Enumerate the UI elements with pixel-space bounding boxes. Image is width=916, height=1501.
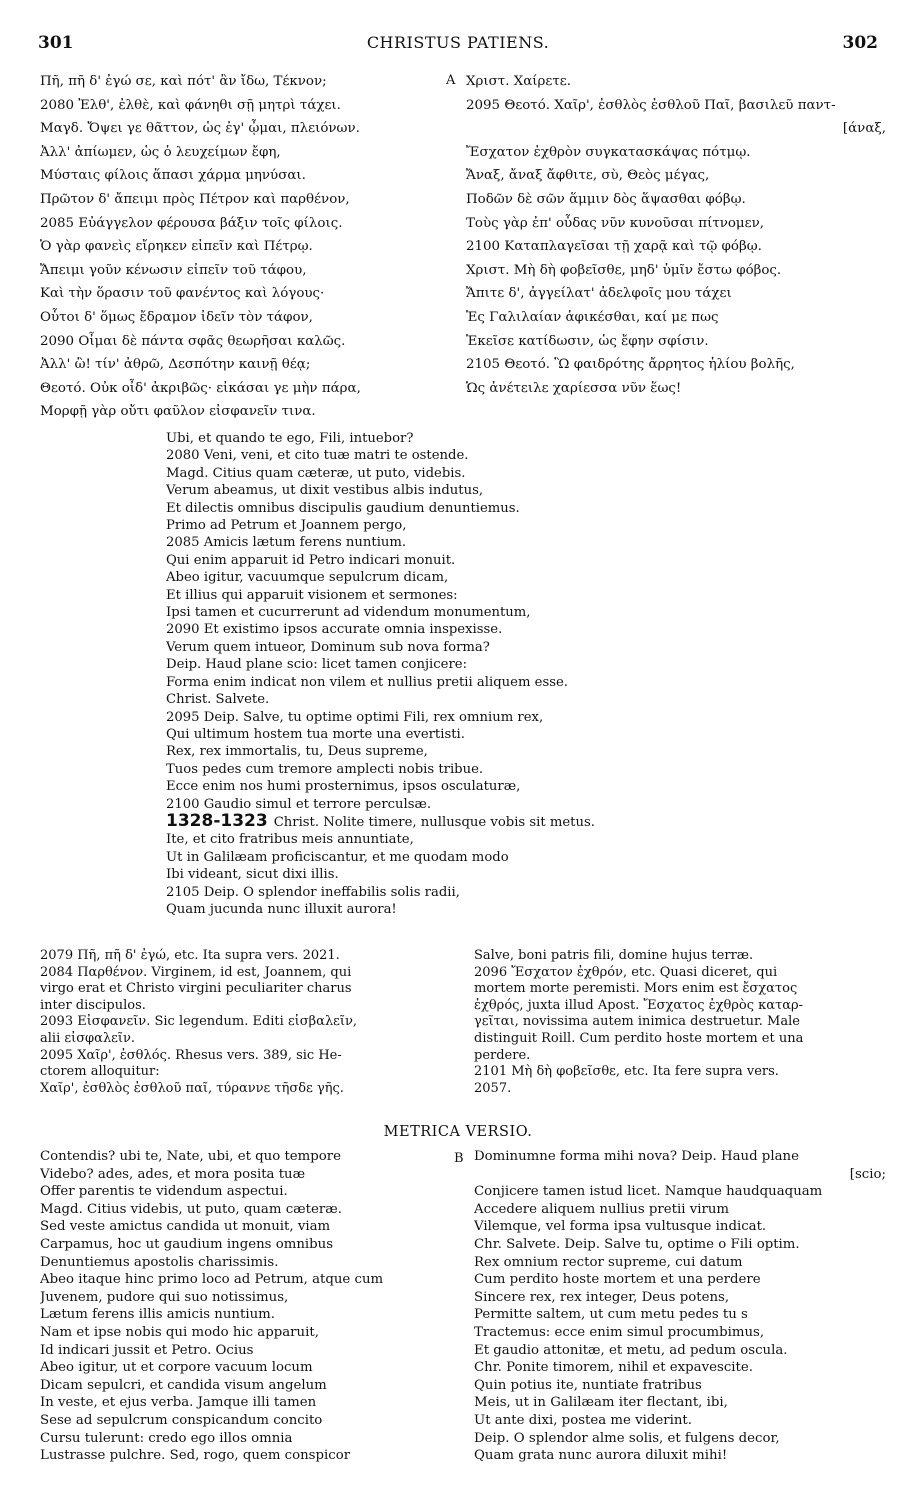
text-line: Ποδῶν δὲ σῶν ἅμμιν δὸς ἅψασθαι φόβῳ. bbox=[466, 191, 746, 207]
text-line: Χριστ. Μὴ δὴ φοβεῖσθε, μηδ' ὑμῖν ἔστω φόβος. bbox=[466, 262, 782, 278]
text-line: 2093 Εἰσφανεῖν. Sic legendum. Editi εἰσβαλεῖν, bbox=[40, 1014, 358, 1030]
text-line: Ὁ γὰρ φανεὶς εἴρηκεν εἰπεῖν καὶ Πέτρῳ. bbox=[40, 239, 313, 255]
text-line: Chr. Salvete. Deip. Salve tu, optime o Fili optim. bbox=[474, 1236, 800, 1252]
text-line: Tractemus: ecce enim simul procumbimus, bbox=[474, 1324, 765, 1340]
text-line: Carpamus, hoc ut gaudium ingens omnibus bbox=[40, 1236, 334, 1252]
text-line: Deip. Haud plane scio: licet tamen conjicere: bbox=[166, 657, 468, 673]
text-line: Χριστ. Χαίρετε. bbox=[466, 74, 571, 89]
text-line: Quam grata nunc aurora diluxit mihi! bbox=[474, 1448, 728, 1464]
text-line: Ubi, et quando te ego, Fili, intuebor? bbox=[166, 431, 414, 446]
text-line: Abeo igitur, vacuumque sepulcrum dicam, bbox=[166, 570, 449, 586]
text-line: γεῖται, novissima autem inimica destruetur. Male bbox=[474, 1014, 800, 1030]
running-title: CHRISTUS PATIENS. bbox=[366, 33, 550, 52]
text-line: Contendis? ubi te, Nate, ubi, et quo tempore bbox=[40, 1149, 342, 1164]
metrica-versio-heading: METRICA VERSIO. bbox=[383, 1124, 533, 1140]
text-line: Qui enim apparuit id Petro indicari monuit. bbox=[166, 552, 456, 568]
text-line: perdere. bbox=[474, 1047, 531, 1063]
text-line: Et gaudio attonitæ, et metu, ad pedum oscula. bbox=[474, 1342, 788, 1358]
text-line bbox=[166, 813, 886, 831]
text-line: Permitte saltem, ut cum metu pedes tu s bbox=[474, 1307, 748, 1323]
text-line: Θεοτό. Οὐκ οἶδ' ἀκριβῶς· εἰκάσαι γε μὴν πάρα, bbox=[40, 380, 361, 396]
text-line: Ἐς Γαλιλαίαν ἀφικέσθαι, καί με πως bbox=[466, 309, 719, 325]
text-line: Χαῖρ', ἐσθλὸς ἐσθλοῦ παῖ, τύραννε τῆσδε γῆς. bbox=[40, 1080, 344, 1096]
text-line: Ut in Galilæam proficiscantur, et me quodam modo bbox=[166, 849, 509, 865]
text-line: Quin potius ite, nuntiate fratribus bbox=[474, 1377, 702, 1393]
text-line: ἐχθρός, juxta illud Apost. Ἔσχατος ἐχθρὸς καταρ- bbox=[474, 997, 804, 1013]
text-line: 2079 Πῆ, πῆ δ' ἐγώ, etc. Ita supra vers. 2021. bbox=[40, 948, 340, 963]
text-line: 2095 Deip. Salve, tu optime optimi Fili, rex omnium rex, bbox=[166, 709, 544, 725]
text-line: Lustrasse pulchre. Sed, rogo, quem conspicor bbox=[40, 1448, 351, 1464]
text-line: 2090 Et existimo ipsos accurate omnia inspexisse. bbox=[166, 622, 503, 638]
text-line: Christ. Salvete. bbox=[166, 692, 270, 708]
text-line: 2100 Καταπλαγεῖσαι τῇ χαρᾷ καὶ τῷ φόβῳ. bbox=[466, 239, 762, 255]
text-line: Ibi videant, sicut dixi illis. bbox=[166, 867, 339, 883]
text-line: Dicam sepulcri, et candida visum angelum bbox=[40, 1377, 327, 1393]
greek-text-left-column bbox=[40, 70, 450, 424]
text-line: Ἀλλ' ὢ! τίν' ἀθρῶ, Δεσπότην καινῇ θέᾳ; bbox=[40, 357, 311, 373]
running-header bbox=[38, 33, 878, 55]
text-line-content: Christ. Nolite timere, nullusque vobis sit metus. bbox=[273, 814, 595, 830]
text-line: 2085 Amicis lætum ferens nuntium. bbox=[166, 535, 407, 551]
text-line: 2084 Παρθένον. Virginem, id est, Joannem, qui bbox=[40, 964, 352, 980]
text-line: 2096 Ἔσχατον ἐχθρόν, etc. Quasi diceret, qui bbox=[474, 964, 778, 980]
text-line: Μύσταις φίλοις ἅπασι χάρμα μηνύσαι. bbox=[40, 168, 306, 184]
text-line: 2105 Deip. O splendor ineffabilis solis radii, bbox=[166, 884, 460, 900]
text-line: Οὗτοι δ' ὅμως ἔδραμον ἰδεῖν τὸν τάφον, bbox=[40, 309, 313, 325]
text-line: Ἄναξ, ἄναξ ἄφθιτε, σὺ, Θεὸς μέγας, bbox=[466, 168, 710, 184]
text-line: [άναξ, bbox=[842, 121, 886, 137]
text-line: Verum quem intueor, Dominum sub nova forma? bbox=[166, 639, 490, 655]
text-line: Chr. Ponite timorem, nihil et expavescite. bbox=[474, 1360, 753, 1376]
text-line: Et dilectis omnibus discipulis gaudium denuntiemus. bbox=[166, 500, 520, 516]
text-line: Ἄπιτε δ', ἀγγείλατ' ἀδελφοῖς μου τάχει bbox=[466, 286, 732, 302]
text-line: 2101 Μὴ δὴ φοβεῖσθε, etc. Ita fere supra vers. bbox=[474, 1064, 779, 1080]
text-line: Ἀλλ' ἀπίωμεν, ὡς ὁ λευχείμων ἔφη, bbox=[40, 144, 281, 160]
text-line: Τοὺς γὰρ ἐπ' οὖδας νῦν κυνοῦσαι πίτνομεν, bbox=[466, 215, 764, 231]
text-line: Abeo itaque hinc primo loco ad Petrum, atque cum bbox=[40, 1272, 384, 1288]
text-line: Videbo? ades, ades, et mora posita tuæ bbox=[40, 1166, 306, 1182]
text-line: Primo ad Petrum et Joannem pergo, bbox=[166, 518, 407, 534]
text-line: Vilemque, vel forma ipsa vultusque indicat. bbox=[474, 1219, 767, 1235]
text-line: Qui ultimum hostem tua morte una evertisti. bbox=[166, 726, 465, 742]
text-line: [scio; bbox=[849, 1166, 886, 1182]
text-line: 2085 Εὐάγγελον φέρουσα βάξιν τοῖς φίλοις. bbox=[40, 215, 343, 231]
text-line: Et illius qui apparuit visionem et sermones: bbox=[166, 587, 458, 603]
text-line: Nam et ipse nobis qui modo hic apparuit, bbox=[40, 1324, 319, 1340]
text-line: Πρῶτον δ' ἄπειμι πρὸς Πέτρον καὶ παρθένον, bbox=[40, 191, 350, 207]
text-line: Offer parentis te videndum aspectui. bbox=[40, 1184, 288, 1200]
text-line: distinguit Roill. Cum perdito hoste mortem et una bbox=[474, 1030, 804, 1046]
text-line: inter discipulos. bbox=[40, 997, 146, 1013]
text-line: 2080 Veni, veni, et cito tuæ matri te ostende. bbox=[166, 448, 469, 464]
text-line: Ἄπειμι γοῦν κένωσιν εἰπεῖν τοῦ τάφου, bbox=[40, 262, 307, 278]
text-line: Deip. O splendor alme solis, et fulgens decor, bbox=[474, 1430, 780, 1446]
text-line: Ite, et cito fratribus meis annuntiate, bbox=[166, 832, 414, 848]
text-line: Id indicari jussit et Petro. Ocius bbox=[40, 1342, 254, 1358]
text-line: Dominumne forma mihi nova? Deip. Haud plane bbox=[474, 1149, 799, 1164]
text-line: Lætum ferens illis amicis nuntium. bbox=[40, 1307, 275, 1323]
metrical-version-right-column bbox=[474, 1148, 886, 1465]
text-line: Ὡς ἀνέτειλε χαρίεσσα νῦν ἕως! bbox=[466, 380, 682, 396]
text-line: 2090 Οἶμαι δὲ πάντα σφᾶς θεωρῆσαι καλῶς. bbox=[40, 333, 346, 349]
margin-marker-a: A bbox=[446, 73, 456, 88]
text-line: alii εἰσφαλεῖν. bbox=[40, 1030, 136, 1046]
text-line: virgo erat et Christo virgini peculiariter charus bbox=[40, 981, 352, 997]
text-line: Καὶ τὴν ὅρασιν τοῦ φανέντος καὶ λόγους· bbox=[40, 286, 325, 302]
text-line: Accedere aliquem nullius pretii virum bbox=[474, 1201, 730, 1217]
footnotes-left-column bbox=[40, 948, 450, 1097]
text-line: Magd. Citius quam cæteræ, ut puto, videbis. bbox=[166, 465, 466, 481]
text-line: In veste, et ejus verba. Jamque illi tamen bbox=[40, 1395, 317, 1411]
text-line: Sese ad sepulcrum conspicandum concito bbox=[40, 1412, 323, 1428]
text-line: 2095 Χαῖρ', ἐσθλός. Rhesus vers. 389, sic He- bbox=[40, 1047, 342, 1063]
text-line: Verum abeamus, ut dixit vestibus albis indutus, bbox=[166, 483, 484, 499]
text-line: Μορφῇ γὰρ οὔτι φαῦλον εἰσφανεῖν τινα. bbox=[40, 404, 316, 420]
text-line: Rex, rex immortalis, tu, Deus supreme, bbox=[166, 744, 428, 760]
text-line: Μαγδ. Ὄψει γε θᾶττον, ὡς ἐγ' ᾦμαι, πλειόνων. bbox=[40, 121, 360, 137]
text-line: Juvenem, pudore qui suo notissimus, bbox=[40, 1289, 289, 1305]
text-line: Forma enim indicat non vilem et nullius pretii aliquem esse. bbox=[166, 674, 568, 690]
text-line: Sincere rex, rex integer, Deus potens, bbox=[474, 1289, 730, 1305]
text-line: Abeo igitur, ut et corpore vacuum locum bbox=[40, 1360, 313, 1376]
text-line: 2095 Θεοτό. Χαῖρ', ἐσθλὸς ἐσθλοῦ Παῖ, βασιλεῦ παντ- bbox=[466, 97, 836, 113]
text-line: 2080 Ἐλθ', ἐλθὲ, καὶ φάνηθι σῇ μητρὶ τάχει. bbox=[40, 97, 341, 113]
page-number-right: 302 bbox=[842, 33, 878, 53]
text-line: Πῆ, πῆ δ' ἐγώ σε, καὶ πότ' ἂν ἴδω, Τέκνον; bbox=[40, 74, 327, 89]
text-line: Ecce enim nos humi prosternimus, ipsos osculaturæ, bbox=[166, 779, 521, 795]
text-line: Ut ante dixi, postea me viderint. bbox=[474, 1412, 692, 1428]
text-line: Rex omnium rector supreme, cui datum bbox=[474, 1254, 743, 1270]
column-reference-number: 1328-1323 bbox=[166, 812, 268, 831]
text-line: Ἔσχατον ἐχθρὸν συγκατασκάψας πότμῳ. bbox=[466, 144, 751, 160]
metrical-version-left-column bbox=[40, 1148, 450, 1465]
text-line: Ἐκεῖσε κατίδωσιν, ὡς ἔφην σφίσιν. bbox=[466, 333, 709, 349]
text-line: Quam jucunda nunc illuxit aurora! bbox=[166, 901, 397, 917]
text-line: 2105 Θεοτό. Ὢ φαιδρότης ἄρρητος ἡλίου βολῆς, bbox=[466, 357, 795, 373]
text-line: ctorem alloquitur: bbox=[40, 1064, 160, 1080]
text-line: Meis, ut in Galilæam iter flectant, ibi, bbox=[474, 1395, 728, 1411]
text-line: 2057. bbox=[474, 1080, 512, 1096]
margin-marker-b: B bbox=[454, 1151, 464, 1166]
page-number-left: 301 bbox=[38, 33, 74, 53]
text-line: Tuos pedes cum tremore amplecti nobis tribue. bbox=[166, 761, 484, 777]
text-line: 2100 Gaudio simul et terrore perculsæ. bbox=[166, 796, 432, 812]
text-line: mortem morte peremisti. Mors enim est ἔσχατος bbox=[474, 981, 798, 997]
footnotes-right-column bbox=[474, 948, 886, 1097]
text-line: Magd. Citius videbis, ut puto, quam cæteræ. bbox=[40, 1201, 342, 1217]
greek-text-right-column bbox=[466, 70, 886, 400]
text-line: Denuntiemus apostolis charissimis. bbox=[40, 1254, 279, 1270]
text-line: Sed veste amictus candida ut monuit, viam bbox=[40, 1219, 331, 1235]
latin-translation bbox=[166, 430, 886, 918]
text-line: Cursu tulerunt: credo ego illos omnia bbox=[40, 1430, 293, 1446]
text-line: Conjicere tamen istud licet. Namque haudquaquam bbox=[474, 1184, 823, 1200]
text-line: Cum perdito hoste mortem et una perdere bbox=[474, 1272, 761, 1288]
text-line: Ipsi tamen et cucurrerunt ad videndum monumentum, bbox=[166, 605, 531, 621]
text-line: Salve, boni patris fili, domine hujus terræ. bbox=[474, 948, 754, 963]
